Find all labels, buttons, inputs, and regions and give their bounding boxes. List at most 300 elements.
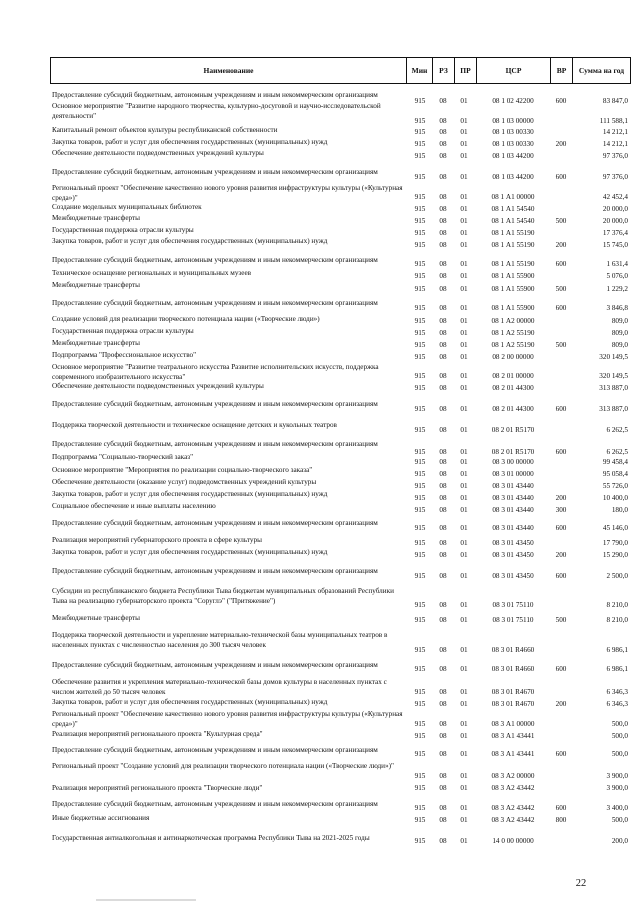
row-vr: 600: [555, 173, 567, 181]
row-rz: 08: [439, 524, 447, 532]
scan-artifact: [96, 899, 196, 901]
row-min: 915: [414, 329, 426, 337]
row-sum: 3 900,0: [606, 772, 628, 780]
row-sum: 17 790,0: [602, 539, 628, 547]
row-csr: 08 2 00 00000: [492, 353, 534, 361]
row-min: 915: [414, 616, 426, 624]
row-pr: 01: [460, 772, 468, 780]
row-min: 915: [414, 341, 426, 349]
row-sum: 14 212,1: [602, 140, 628, 148]
row-pr: 01: [460, 539, 468, 547]
row-name: Закупка товаров, работ и услуг для обеспечения государственных (муниципальных) нужд: [52, 698, 328, 706]
row-min: 915: [414, 482, 426, 490]
row-csr: 08 3 01 R4660: [491, 646, 535, 654]
row-csr: 08 3 01 R4660: [491, 665, 535, 673]
row-rz: 08: [439, 260, 447, 268]
row-vr: 800: [555, 816, 567, 824]
row-pr: 01: [460, 665, 468, 673]
row-sum: 83 847,0: [602, 97, 628, 105]
row-name: Предоставление субсидий бюджетным, автономным учреждениям и иным некоммерческим организациям: [52, 519, 378, 527]
row-min: 915: [414, 384, 426, 392]
row-pr: 01: [460, 732, 468, 740]
row-rz: 08: [439, 193, 447, 201]
row-rz: 08: [439, 205, 447, 213]
row-min: 915: [414, 152, 426, 160]
row-name: Предоставление субсидий бюджетным, автономным учреждениям и иным некоммерческим организациям: [52, 567, 378, 575]
row-pr: 01: [460, 241, 468, 249]
row-rz: 08: [439, 384, 447, 392]
row-sum: 14 212,1: [602, 128, 628, 136]
row-vr: 500: [555, 341, 567, 349]
row-rz: 08: [439, 688, 447, 696]
row-pr: 01: [460, 482, 468, 490]
row-min: 915: [414, 117, 426, 125]
row-name: Региональный проект "Обеспечение качественно нового уровня развития инфраструктуры культуры («Культурная среда»)": [52, 710, 403, 728]
row-name: Государственная поддержка отрасли культуры: [52, 226, 194, 234]
row-csr: 08 3 00 00000: [492, 458, 534, 466]
row-pr: 01: [460, 458, 468, 466]
row-name: Закупка товаров, работ и услуг для обеспечения государственных (муниципальных) нужд: [52, 237, 328, 245]
row-min: 915: [414, 494, 426, 502]
row-name: Межбюджетные трансферты: [52, 214, 140, 222]
row-min: 915: [414, 304, 426, 312]
row-sum: 313 887,0: [599, 384, 628, 392]
row-sum: 15 745,0: [602, 241, 628, 249]
row-rz: 08: [439, 217, 447, 225]
row-vr: 600: [555, 97, 567, 105]
row-pr: 01: [460, 205, 468, 213]
row-csr: 08 2 01 00000: [492, 372, 534, 380]
row-pr: 01: [460, 551, 468, 559]
row-min: 915: [414, 804, 426, 812]
row-rz: 08: [439, 646, 447, 654]
row-rz: 08: [439, 304, 447, 312]
row-min: 915: [414, 646, 426, 654]
row-name: Предоставление субсидий бюджетным, автономным учреждениям и иным некоммерческим организациям: [52, 299, 378, 307]
row-csr: 08 3 01 43450: [492, 572, 534, 580]
row-min: 915: [414, 551, 426, 559]
row-csr: 08 1 03 44200: [492, 152, 534, 160]
page-number: 22: [575, 878, 587, 889]
row-sum: 55 726,0: [602, 482, 628, 490]
row-rz: 08: [439, 152, 447, 160]
row-min: 915: [414, 205, 426, 213]
row-min: 915: [414, 700, 426, 708]
row-min: 915: [414, 732, 426, 740]
row-sum: 6 986,1: [606, 646, 628, 654]
row-name: Основное мероприятие "Развитие народного творчества, культурно-досуговой и научно-исследовательской деятельности": [52, 102, 381, 120]
row-pr: 01: [460, 272, 468, 280]
row-min: 915: [414, 470, 426, 478]
row-rz: 08: [439, 97, 447, 105]
row-min: 915: [414, 601, 426, 609]
row-vr: 300: [555, 506, 567, 514]
row-pr: 01: [460, 524, 468, 532]
row-name: Создание условий для реализации творческого потенциала нации («Творческие люди»): [52, 315, 320, 323]
header-name: Наименование: [51, 58, 407, 84]
row-rz: 08: [439, 405, 447, 413]
row-csr: 08 2 01 44300: [492, 384, 534, 392]
row-csr: 08 3 А2 43442: [491, 816, 535, 824]
row-csr: 08 1 02 42200: [492, 97, 534, 105]
row-name: Межбюджетные трансферты: [52, 339, 140, 347]
row-csr: 08 1 03 00330: [492, 140, 534, 148]
row-vr: 200: [555, 241, 567, 249]
row-sum: 1 229,2: [606, 285, 628, 293]
row-vr: 600: [555, 524, 567, 532]
row-pr: 01: [460, 173, 468, 181]
row-csr: 14 0 00 00000: [492, 837, 534, 845]
row-vr: 600: [555, 448, 567, 456]
row-pr: 01: [460, 448, 468, 456]
row-min: 915: [414, 784, 426, 792]
row-rz: 08: [439, 341, 447, 349]
row-csr: 08 1 А1 55900: [491, 285, 535, 293]
row-name: Закупка товаров, работ и услуг для обеспечения государственных (муниципальных) нужд: [52, 548, 328, 556]
row-rz: 08: [439, 616, 447, 624]
row-sum: 2 500,0: [606, 572, 628, 580]
row-pr: 01: [460, 353, 468, 361]
row-name: Межбюджетные трансферты: [52, 281, 140, 289]
row-sum: 17 376,4: [602, 229, 628, 237]
row-rz: 08: [439, 772, 447, 780]
row-csr: 08 3 01 75110: [492, 601, 534, 609]
row-csr: 08 3 А2 43442: [491, 804, 535, 812]
row-csr: 08 1 А2 55190: [491, 329, 535, 337]
row-csr: 08 3 01 00000: [492, 470, 534, 478]
row-pr: 01: [460, 506, 468, 514]
header-pr: ПР: [455, 58, 477, 84]
row-rz: 08: [439, 572, 447, 580]
row-name: Закупка товаров, работ и услуг для обеспечения государственных (муниципальных) нужд: [52, 138, 328, 146]
row-sum: 500,0: [611, 732, 628, 740]
row-name: Капитальный ремонт объектов культуры республиканской собственности: [52, 126, 278, 134]
row-min: 915: [414, 539, 426, 547]
row-pr: 01: [460, 494, 468, 502]
header-vr: ВР: [551, 58, 573, 84]
row-pr: 01: [460, 646, 468, 654]
row-csr: 08 1 А1 55190: [491, 241, 535, 249]
row-vr: 500: [555, 285, 567, 293]
row-vr: 600: [555, 750, 567, 758]
row-sum: 3 400,0: [606, 804, 628, 812]
row-csr: 08 3 А1 43441: [491, 732, 535, 740]
row-name: Предоставление субсидий бюджетным, автономным учреждениям и иным некоммерческим организациям: [52, 746, 378, 754]
row-csr: 08 2 01 44300: [492, 405, 534, 413]
row-sum: 500,0: [611, 720, 628, 728]
row-pr: 01: [460, 260, 468, 268]
row-sum: 8 210,0: [606, 601, 628, 609]
row-sum: 3 846,8: [606, 304, 628, 312]
row-rz: 08: [439, 700, 447, 708]
row-name: Предоставление субсидий бюджетным, автономным учреждениям и иным некоммерческим организациям: [52, 256, 378, 264]
row-name: Региональный проект "Обеспечение качественно нового уровня развития инфраструктуры культуры («Культурная среда»)": [52, 184, 403, 202]
row-name: Создание модельных муниципальных библиотек: [52, 203, 202, 211]
row-min: 915: [414, 720, 426, 728]
row-name: Социальное обеспечение и иные выплаты населению: [52, 502, 216, 510]
row-name: Обеспечение деятельности подведомственных учреждений культуры: [52, 382, 264, 390]
row-sum: 500,0: [611, 750, 628, 758]
row-csr: 08 1 А2 00000: [491, 317, 535, 325]
row-pr: 01: [460, 750, 468, 758]
row-min: 915: [414, 405, 426, 413]
row-pr: 01: [460, 616, 468, 624]
row-sum: 99 458,4: [602, 458, 628, 466]
row-pr: 01: [460, 217, 468, 225]
row-sum: 313 887,0: [599, 405, 628, 413]
row-csr: 08 3 01 R4670: [491, 688, 535, 696]
row-pr: 01: [460, 97, 468, 105]
row-rz: 08: [439, 285, 447, 293]
row-name: Межбюджетные трансферты: [52, 614, 140, 622]
row-sum: 8 210,0: [606, 616, 628, 624]
row-rz: 08: [439, 241, 447, 249]
row-vr: 200: [555, 494, 567, 502]
row-sum: 10 400,0: [602, 494, 628, 502]
row-pr: 01: [460, 700, 468, 708]
row-name: Предоставление субсидий бюджетным, автономным учреждениям и иным некоммерческим организациям: [52, 400, 378, 408]
row-name: Субсидии из республиканского бюджета Республики Тыва бюджетам муниципальных образований Республики Тыва на реализацию губернаторского проекта "Соруглэ" ("Притяжение"): [52, 587, 394, 605]
row-sum: 6 262,5: [606, 448, 628, 456]
header-sum: Сумма на год: [573, 58, 631, 84]
row-vr: 200: [555, 551, 567, 559]
row-vr: 200: [555, 140, 567, 148]
row-pr: 01: [460, 229, 468, 237]
row-vr: 500: [555, 217, 567, 225]
row-csr: 08 1 А1 00000: [491, 193, 535, 201]
row-name: Обеспечение развития и укрепления материально-технической базы домов культуры в населенных пунктах с числом жителей до 50 тысяч человек: [52, 678, 387, 696]
row-csr: 08 3 А2 00000: [491, 772, 535, 780]
row-csr: 08 3 01 43450: [492, 539, 534, 547]
row-pr: 01: [460, 128, 468, 136]
row-csr: 08 3 А1 43441: [491, 750, 535, 758]
row-sum: 3 900,0: [606, 784, 628, 792]
row-sum: 15 290,0: [602, 551, 628, 559]
row-rz: 08: [439, 128, 447, 136]
row-csr: 08 3 01 43440: [492, 482, 534, 490]
row-rz: 08: [439, 601, 447, 609]
row-vr: 600: [555, 405, 567, 413]
row-csr: 08 1 03 00330: [492, 128, 534, 136]
row-rz: 08: [439, 426, 447, 434]
row-csr: 08 2 01 R5170: [491, 426, 535, 434]
header-min: Мин: [407, 58, 433, 84]
row-rz: 08: [439, 117, 447, 125]
row-min: 915: [414, 241, 426, 249]
row-min: 915: [414, 97, 426, 105]
row-min: 915: [414, 285, 426, 293]
row-csr: 08 3 А2 43442: [491, 784, 535, 792]
row-csr: 08 1 03 44200: [492, 173, 534, 181]
row-vr: 500: [555, 616, 567, 624]
row-csr: 08 1 А1 54540: [491, 205, 535, 213]
row-csr: 08 1 А1 55190: [491, 229, 535, 237]
row-csr: 08 3 01 43440: [492, 506, 534, 514]
row-min: 915: [414, 217, 426, 225]
row-vr: 200: [555, 700, 567, 708]
row-min: 915: [414, 372, 426, 380]
row-csr: 08 3 01 R4670: [491, 700, 535, 708]
row-name: Поддержка творческой деятельности и техническое оснащение детских и кукольных театров: [52, 421, 337, 429]
row-rz: 08: [439, 448, 447, 456]
row-csr: 08 3 01 75110: [492, 616, 534, 624]
row-sum: 6 262,5: [606, 426, 628, 434]
row-sum: 1 631,4: [606, 260, 628, 268]
header-rz: РЗ: [433, 58, 455, 84]
row-rz: 08: [439, 784, 447, 792]
row-pr: 01: [460, 329, 468, 337]
row-vr: 600: [555, 572, 567, 580]
row-rz: 08: [439, 804, 447, 812]
row-sum: 320 149,5: [599, 372, 628, 380]
row-name: Подпрограмма "Профессиональное искусство": [52, 351, 197, 359]
row-sum: 809,0: [611, 341, 628, 349]
row-sum: 6 346,3: [606, 688, 628, 696]
row-rz: 08: [439, 372, 447, 380]
row-csr: 08 1 А1 55900: [491, 272, 535, 280]
row-min: 915: [414, 665, 426, 673]
row-name: Закупка товаров, работ и услуг для обеспечения государственных (муниципальных) нужд: [52, 490, 328, 498]
row-sum: 180,0: [611, 506, 628, 514]
row-sum: 6 346,3: [606, 700, 628, 708]
row-min: 915: [414, 173, 426, 181]
row-name: Поддержка творческой деятельности и укрепление материально-технической базы муниципальных театров в населенных пунктах с численностью населения до 300 тысяч человек: [52, 631, 388, 649]
row-pr: 01: [460, 317, 468, 325]
row-rz: 08: [439, 317, 447, 325]
row-min: 915: [414, 193, 426, 201]
row-min: 915: [414, 426, 426, 434]
row-sum: 5 076,0: [606, 272, 628, 280]
row-min: 915: [414, 524, 426, 532]
row-csr: 08 3 А1 00000: [491, 720, 535, 728]
row-rz: 08: [439, 140, 447, 148]
row-sum: 45 146,0: [602, 524, 628, 532]
row-csr: 08 3 01 43440: [492, 524, 534, 532]
row-vr: 600: [555, 304, 567, 312]
row-sum: 97 376,0: [602, 152, 628, 160]
row-name: Предоставление субсидий бюджетным, автономным учреждениям и иным некоммерческим организациям: [52, 661, 378, 669]
row-csr: 08 3 01 43440: [492, 494, 534, 502]
row-csr: 08 1 А1 55900: [491, 304, 535, 312]
row-csr: 08 1 03 00000: [492, 117, 534, 125]
row-min: 915: [414, 837, 426, 845]
row-pr: 01: [460, 720, 468, 728]
row-min: 915: [414, 572, 426, 580]
row-name: Государственная поддержка отрасли культуры: [52, 327, 194, 335]
row-rz: 08: [439, 482, 447, 490]
row-min: 915: [414, 128, 426, 136]
row-rz: 08: [439, 837, 447, 845]
row-sum: 95 058,4: [602, 470, 628, 478]
row-sum: 20 000,0: [602, 217, 628, 225]
row-sum: 320 149,5: [599, 353, 628, 361]
row-name: Основное мероприятие "Мероприятия по реализации социально-творческого заказа": [52, 466, 313, 474]
row-rz: 08: [439, 816, 447, 824]
row-pr: 01: [460, 804, 468, 812]
row-rz: 08: [439, 229, 447, 237]
header-csr: ЦСР: [477, 58, 551, 84]
row-csr: 08 1 А2 55190: [491, 341, 535, 349]
row-rz: 08: [439, 494, 447, 502]
row-min: 915: [414, 506, 426, 514]
row-min: 915: [414, 140, 426, 148]
row-rz: 08: [439, 272, 447, 280]
row-pr: 01: [460, 837, 468, 845]
row-min: 915: [414, 260, 426, 268]
row-rz: 08: [439, 665, 447, 673]
row-rz: 08: [439, 329, 447, 337]
row-sum: 42 452,4: [602, 193, 628, 201]
row-pr: 01: [460, 601, 468, 609]
row-name: Предоставление субсидий бюджетным, автономным учреждениям и иным некоммерческим организациям: [52, 440, 378, 448]
row-pr: 01: [460, 304, 468, 312]
row-name: Иные бюджетные ассигнования: [52, 814, 150, 822]
row-min: 915: [414, 458, 426, 466]
row-vr: 600: [555, 260, 567, 268]
row-pr: 01: [460, 285, 468, 293]
row-vr: 600: [555, 804, 567, 812]
row-sum: 809,0: [611, 329, 628, 337]
row-name: Обеспечение деятельности (оказание услуг) подведомственных учреждений культуры: [52, 478, 317, 486]
row-pr: 01: [460, 152, 468, 160]
row-pr: 01: [460, 405, 468, 413]
row-name: Основное мероприятие "Развитие театрального искусства Развитие исполнительских искусств, поддержка современного изобразительного искусства": [52, 363, 379, 381]
row-rz: 08: [439, 551, 447, 559]
row-min: 915: [414, 229, 426, 237]
row-sum: 809,0: [611, 317, 628, 325]
row-csr: 08 1 А1 54540: [491, 217, 535, 225]
row-rz: 08: [439, 732, 447, 740]
row-name: Техническое оснащение региональных и муниципальных музеев: [52, 269, 252, 277]
row-sum: 500,0: [611, 816, 628, 824]
row-pr: 01: [460, 140, 468, 148]
row-rz: 08: [439, 750, 447, 758]
row-pr: 01: [460, 372, 468, 380]
row-pr: 01: [460, 572, 468, 580]
row-rz: 08: [439, 173, 447, 181]
row-name: Предоставление субсидий бюджетным, автономным учреждениям и иным некоммерческим организациям: [52, 168, 378, 176]
row-csr: 08 1 А1 55190: [491, 260, 535, 268]
row-rz: 08: [439, 539, 447, 547]
row-sum: 200,0: [611, 837, 628, 845]
row-name: Реализация мероприятий губернаторского проекта в сфере культуры: [52, 536, 262, 544]
row-pr: 01: [460, 784, 468, 792]
row-min: 915: [414, 272, 426, 280]
row-min: 915: [414, 317, 426, 325]
row-pr: 01: [460, 117, 468, 125]
row-name: Реализация мероприятий регионального проекта "Культурная среда": [52, 730, 263, 738]
row-name: Подпрограмма "Социально-творческий заказ": [52, 453, 194, 461]
row-rz: 08: [439, 353, 447, 361]
row-min: 915: [414, 750, 426, 758]
row-min: 915: [414, 353, 426, 361]
row-name: Предоставление субсидий бюджетным, автономным учреждениям и иным некоммерческим организациям: [52, 91, 378, 99]
row-pr: 01: [460, 470, 468, 478]
row-pr: 01: [460, 341, 468, 349]
row-min: 915: [414, 772, 426, 780]
row-min: 915: [414, 816, 426, 824]
row-rz: 08: [439, 470, 447, 478]
row-sum: 20 000,0: [602, 205, 628, 213]
row-name: Региональный проект "Создание условий для реализации творческого потенциала нации («Творческие люди»)": [52, 762, 394, 770]
row-sum: 6 986,1: [606, 665, 628, 673]
row-min: 915: [414, 688, 426, 696]
row-rz: 08: [439, 506, 447, 514]
row-sum: 111 588,1: [599, 117, 628, 125]
row-name: Реализация мероприятий регионального проекта "Творческие люди": [52, 784, 263, 792]
row-pr: 01: [460, 384, 468, 392]
row-min: 915: [414, 448, 426, 456]
